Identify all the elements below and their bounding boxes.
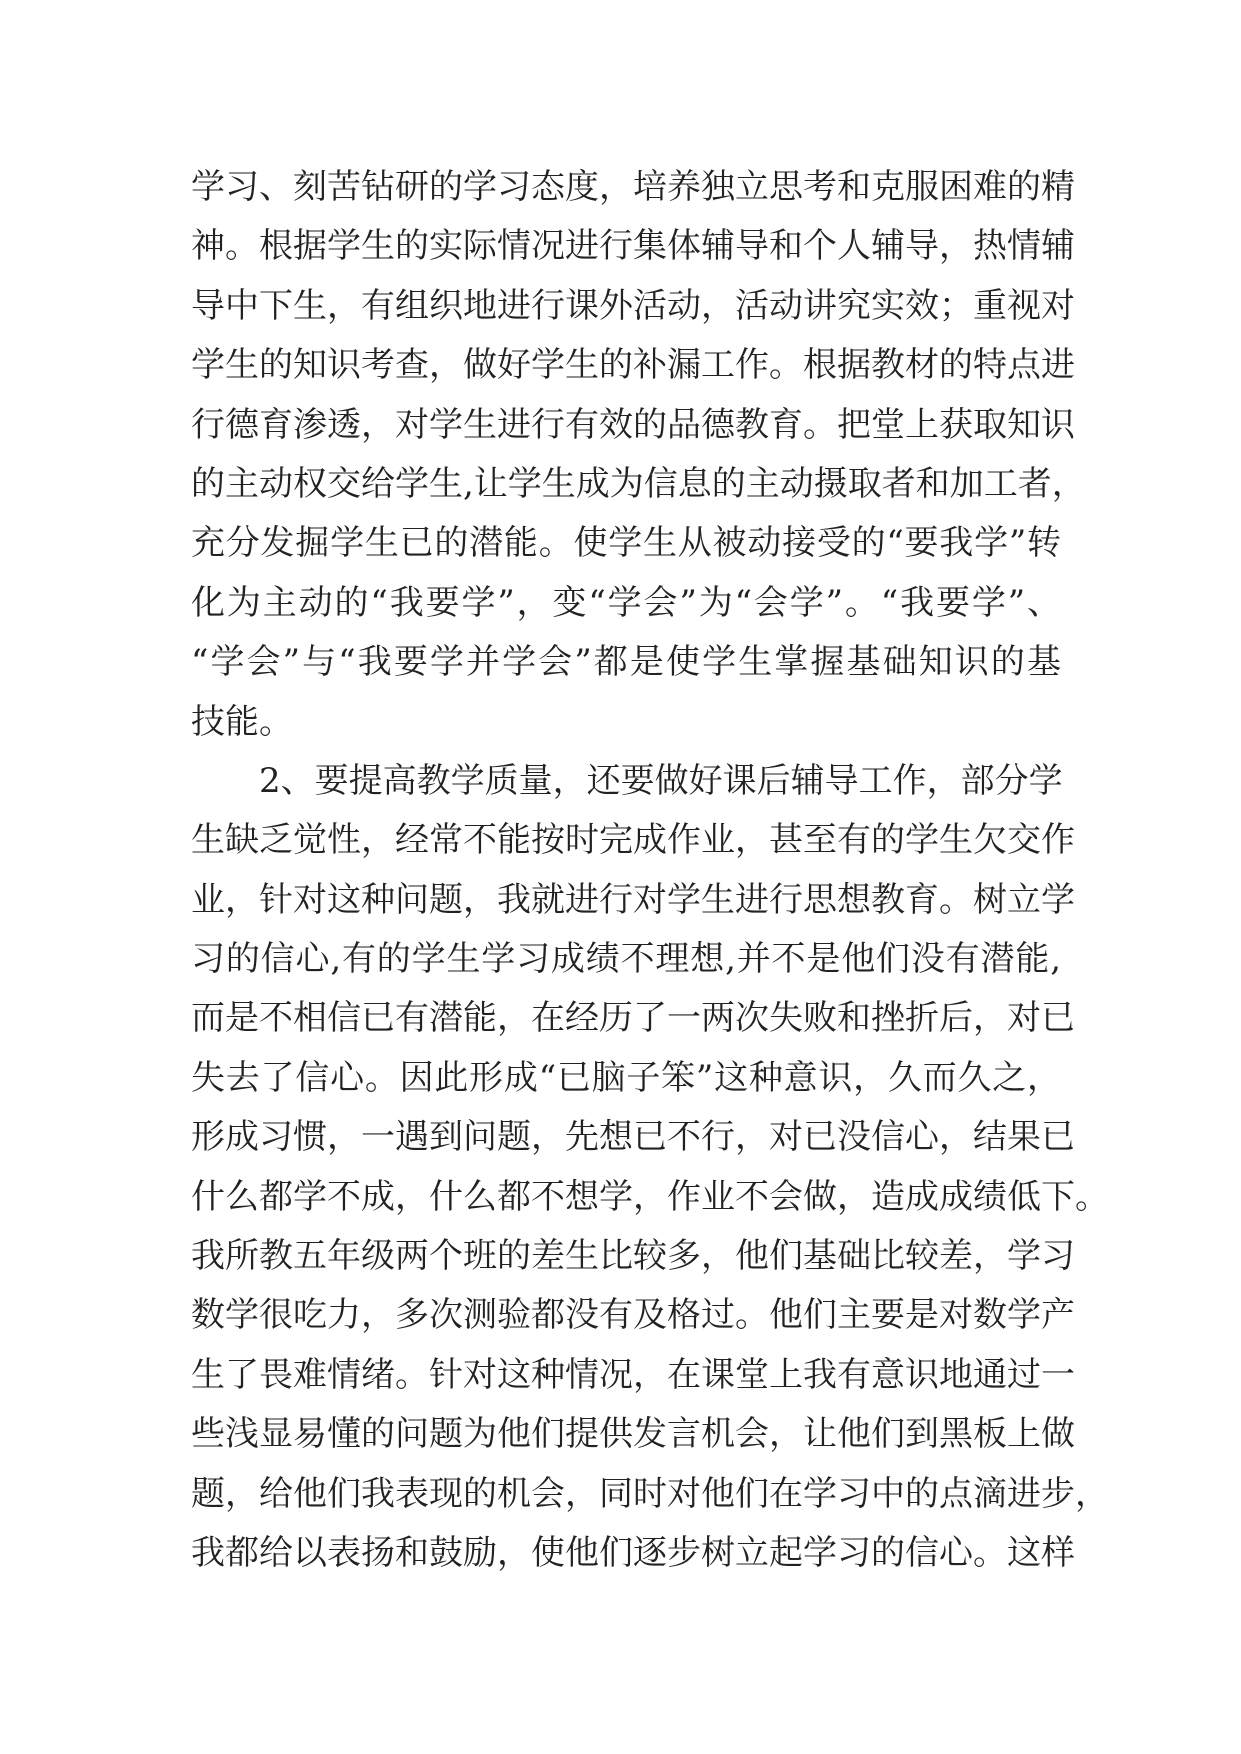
text-line: 学习、刻苦钻研的学习态度，培养独立思考和克服困难的精 <box>191 167 1075 207</box>
text-line: 行德育渗透，对学生进行有效的品德教育。把堂上获取知识 <box>191 404 1075 445</box>
text-line: 学生的知识考查，做好学生的补漏工作。根据教材的特点进 <box>191 345 1075 386</box>
paragraph-start-line: 2、要提高教学质量，还要做好课后辅导工作，部分学 <box>259 760 1063 801</box>
text-line: 数学很吃力，多次测验都没有及格过。他们主要是对数学产 <box>191 1295 1075 1336</box>
text-line: “学会”与“我要学并学会”都是使学生掌握基础知识的基 <box>191 642 1061 683</box>
text-line: 生了畏难情绪。针对这种情况，在课堂上我有意识地通过一 <box>191 1354 1075 1395</box>
text-line: 导中下生，有组织地进行课外活动，活动讲究实效；重视对 <box>191 285 1075 326</box>
text-line: 生缺乏觉性，经常不能按时完成作业，甚至有的学生欠交作 <box>191 820 1075 861</box>
text-line: 化为主动的“我要学”，变“学会”为“会学”。“我要学”、 <box>191 582 1061 623</box>
text-line: 充分发掘学生已的潜能。使学生从被动接受的“要我学”转 <box>191 523 1061 564</box>
text-line: 业，针对这种问题，我就进行对学生进行思想教育。树立学 <box>191 879 1075 920</box>
text-line: 我都给以表扬和鼓励，使他们逐步树立起学习的信心。这样 <box>191 1532 1075 1573</box>
text-line: 什么都学不成，什么都不想学，作业不会做，造成成绩低下。 <box>191 1176 1109 1217</box>
text-line: 我所教五年级两个班的差生比较多，他们基础比较差，学习 <box>191 1236 1075 1277</box>
text-line: 失去了信心。因此形成“已脑子笨”这种意识，久而久之， <box>191 1057 1061 1098</box>
text-line: 形成习惯，一遇到问题，先想已不行，对已没信心，结果已 <box>191 1117 1075 1158</box>
text-line: 神。根据学生的实际情况进行集体辅导和个人辅导，热情辅 <box>191 226 1075 267</box>
text-line: 题，给他们我表现的机会，同时对他们在学习中的点滴进步， <box>191 1473 1109 1514</box>
text-line: 习的信心,有的学生学习成绩不理想,并不是他们没有潜能, <box>191 939 1061 980</box>
body-text <box>191 158 1109 1583</box>
text-line: 技能。 <box>191 701 293 742</box>
text-line: 些浅显易懂的问题为他们提供发言机会，让他们到黑板上做 <box>191 1414 1075 1455</box>
text-line: 的主动权交给学生,让学生成为信息的主动摄取者和加工者， <box>191 463 1086 504</box>
text-line: 而是不相信已有潜能，在经历了一两次失败和挫折后，对已 <box>191 998 1075 1039</box>
